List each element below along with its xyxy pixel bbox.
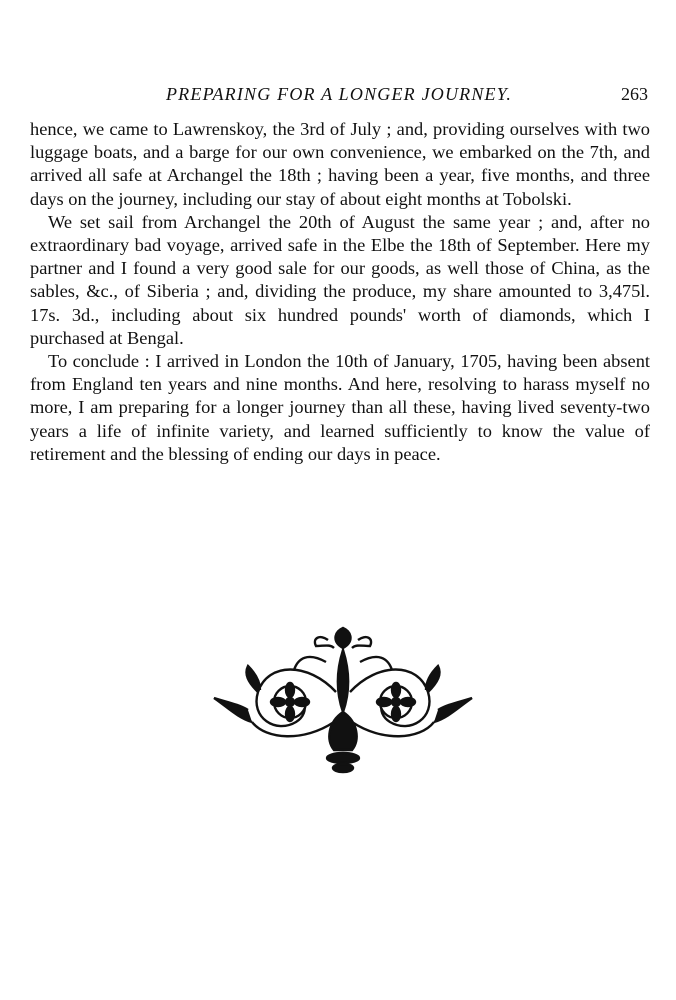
paragraph-3: To conclude : I arrived in London the 10th of January, 1705, having been absent from England ten years and nine months. And here, resolving to harass myself no more, I am preparing for a longer journey than all these, having lived seventy-two years a life of infinite variety, and learned sufficiently to know the value of retirement and the blessing of ending our days in peace. [30, 351, 650, 464]
paragraph-1: hence, we came to Lawrenskoy, the 3rd of July ; and, providing ourselves with two luggage boats, and a barge for our own convenience, we embarked on the 7th, and arrived all safe at Archangel the 18th ; having been a year, five months, and three days on the journey, including our stay of about eight months at Tobolski. [30, 119, 650, 209]
page-header [30, 84, 648, 110]
floral-tailpiece-icon [208, 622, 478, 782]
body-text [30, 118, 650, 466]
page-number: 263 [621, 84, 648, 104]
paragraph-2: We set sail from Archangel the 20th of August the same year ; and, after no extraordinary bad voyage, arrived safe in the Elbe the 18th of September. Here my partner and I found a very good sale for our goods, as well those of China, as the sables, &c., of Siberia ; and, dividing the produce, my share amounted to 3,475l. 17s. 3d., including about six hundred pounds' worth of diamonds, which I purchased at Bengal. [30, 211, 650, 348]
running-title: PREPARING FOR A LONGER JOURNEY. [165, 84, 513, 104]
